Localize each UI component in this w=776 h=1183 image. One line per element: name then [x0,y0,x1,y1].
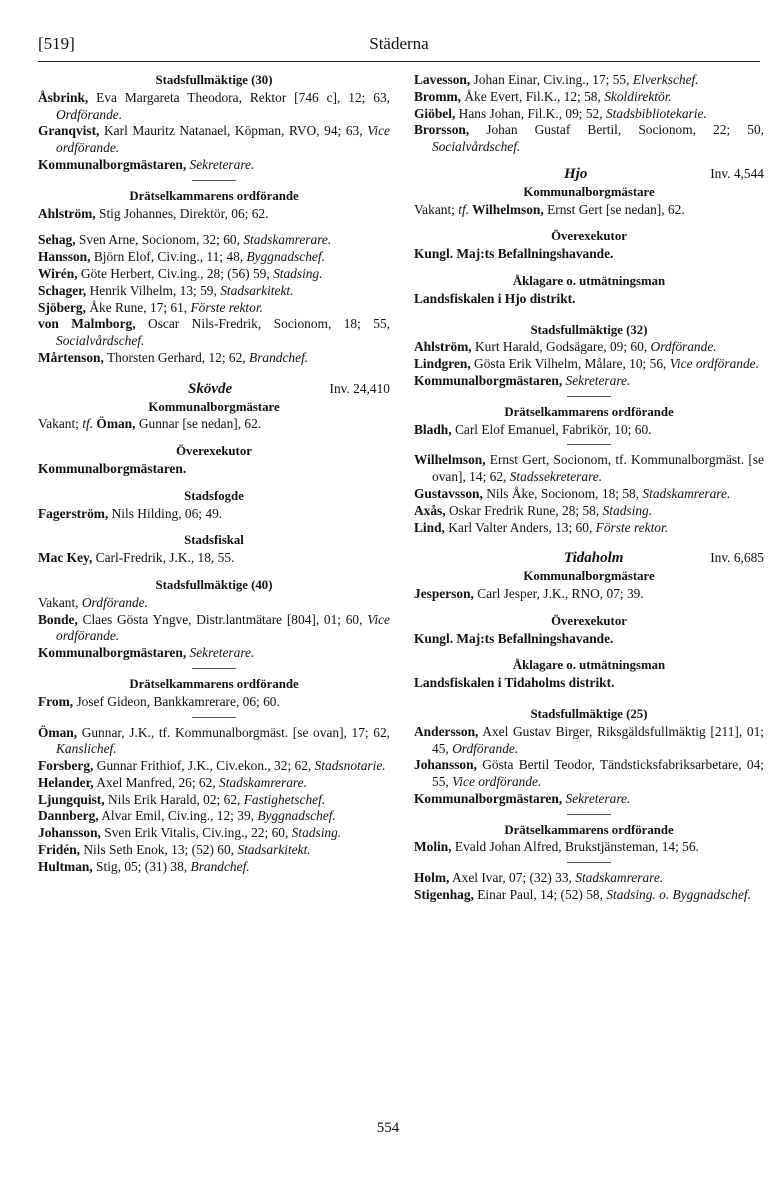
section-heading: Drätselkammarens ordförande [129,188,299,203]
entry: Vakant; tf. Öman, Gunnar [se nedan], 62. [38,416,262,432]
town-population: Inv. 24,410 [329,380,390,396]
town-name: Skövde [188,380,233,397]
entry-list [38,90,390,174]
entry-list [38,725,390,876]
entry: Landsfiskalen i Hjo distrikt. [414,290,576,306]
entry: Fagerström, Nils Hilding, 06; 49. [38,505,223,521]
entry: Hansson, Björn Elof, Civ.ing., 11; 48, Byggnadschef. [38,249,325,265]
entry: Ahlström, Stig Johannes, Direktör, 06; 62. [38,205,269,221]
town-heading [414,166,764,183]
right-column [414,72,764,904]
entry: Mårtenson, Thorsten Gerhard, 12; 62, Brandchef. [38,349,309,365]
town-name: Tidaholm [564,550,624,567]
entry: Ahlström, Kurt Harald, Godsägare, 09; 60, Ordförande. [414,339,717,355]
left-column [38,72,390,876]
section-heading: Överexekutor [176,444,252,459]
section-heading: Drätselkammarens ordförande [504,404,674,419]
entry: Wirén, Göte Herbert, Civ.ing., 28; (56) 59, Stadsing. [38,265,323,281]
entry: Vakant; tf. Wilhelmson, Ernst Gert [se nedan], 62. [414,201,685,217]
entry: Sehag, Sven Arne, Socionom, 32; 60, Stadskamrerare. [38,232,332,248]
section-heading: Stadsfogde [184,488,244,503]
section-heading: Stadsfiskal [184,533,244,548]
entry: Helander, Axel Manfred, 26; 62, Stadskamrerare. [38,774,307,790]
entry: Andersson, Axel Gustav Birger, Riksgäldsfullmäktig [211], 01; 45, Ordförande. [414,723,764,756]
entry: Kommunalborgmästaren, Sekreterare. [38,156,255,172]
entry: Granqvist, Karl Mauritz Natanael, Köpman, RVO, 94; 63, Vice ordförande. [38,123,390,156]
entry: Landsfiskalen i Tidaholms distrikt. [414,675,615,691]
entry: Sjöberg, Åke Rune, 17; 61, Förste rektor. [38,299,263,315]
town-heading [38,381,390,398]
town-population: Inv. 6,685 [710,550,764,566]
entry: Gustavsson, Nils Åke, Socionom, 18; 58, Stadskamrerare. [414,485,731,501]
entry-list [38,232,390,366]
section-heading: Stadsfullmäktige (25) [530,706,648,721]
entry: Kommunalborgmästaren, Sekreterare. [414,790,631,806]
entry: Kungl. Maj:ts Befallningshavande. [414,246,614,262]
entry: Ljungquist, Nils Erik Harald, 02; 62, Fastighetschef. [38,791,326,807]
entry: Hultman, Stig, 05; (31) 38, Brandchef. [38,858,250,874]
entry: Kommunalborgmästaren, Sekreterare. [414,372,631,388]
section-heading: Åklagare o. utmätningsman [512,658,666,673]
section-heading: Stadsfullmäktige (32) [530,322,648,337]
entry: From, Josef Gideon, Bankkamrerare, 06; 60. [38,693,280,709]
entry-list [414,422,764,439]
entry: Dannberg, Alvar Emil, Civ.ing., 12; 39, Byggnadschef. [38,808,336,824]
entry: Mac Key, Carl-Fredrik, J.K., 18, 55. [38,550,235,566]
entry: Åsbrink, Eva Margareta Theodora, Rektor [746 c], 12; 63, Ordförande. [38,89,390,122]
entry: Öman, Gunnar, J.K., tf. Kommunalborgmäst. [se ovan], 17; 62, Kanslichef. [38,724,390,757]
entry: Lavesson, Johan Einar, Civ.ing., 17; 55, Elverkschef. [414,72,699,87]
entry: Johansson, Gösta Bertil Teodor, Tändsticksfabriksarbetare, 04; 55, Vice ordförande. [414,757,764,790]
entry: von Malmborg, Oscar Nils-Fredrik, Socionom, 18; 55, Socialvårdschef. [38,316,390,349]
divider [192,180,236,181]
section-heading: Stadsfullmäktige (30) [155,73,273,87]
entry-list [414,339,764,389]
divider [567,444,611,445]
entry: Forsberg, Gunnar Frithiof, J.K., Civ.ekon., 32; 62, Stadsnotarie. [38,758,386,774]
section-heading: Drätselkammarens ordförande [504,822,674,837]
page-header [38,32,760,62]
entry: Bonde, Claes Gösta Yngve, Distr.lantmätare [804], 01; 60, Vice ordförande. [38,611,390,644]
entry: Holm, Axel Ivar, 07; (32) 33, Stadskamrerare. [414,870,664,886]
divider [192,717,236,718]
page-number-top: [519] [38,34,75,53]
town-population: Inv. 4,544 [710,165,764,181]
town-heading [414,550,764,567]
entry: Axås, Oskar Fredrik Rune, 28; 58, Stadsing. [414,502,653,518]
section-heading: Överexekutor [551,229,627,244]
entry: Vakant, Ordförande. [38,594,148,610]
entry: Johansson, Sven Erik Vitalis, Civ.ing., 22; 60, Stadsing. [38,825,342,841]
section-heading: Stadsfullmäktige (40) [155,577,273,592]
page-number-bottom: 554 [376,1120,400,1136]
section-heading: Drätselkammarens ordförande [129,676,299,691]
entry-list [38,595,390,662]
entry: Wilhelmson, Ernst Gert, Socionom, tf. Kommunalborgmäst. [se ovan], 14; 62, Stadssekreterare. [414,452,764,485]
entry: Brorsson, Johan Gustaf Bertil, Socionom, 22; 50, Socialvårdschef. [414,122,764,155]
section-heading: Kommunalborgmästare [523,184,655,199]
entry: Jesperson, Carl Jesper, J.K., RNO, 07; 39. [414,585,644,601]
entry: Lind, Karl Valter Anders, 13; 60, Förste rektor. [414,519,669,535]
entry-list [38,694,390,711]
divider [192,668,236,669]
entry: Schager, Henrik Vilhelm, 13; 59, Stadsarkitekt. [38,282,294,298]
divider [567,814,611,815]
town-name: Hjo [564,165,588,182]
entry-list [414,724,764,808]
divider [567,396,611,397]
entry: Bromm, Åke Evert, Fil.K., 12; 58, Skoldirektör. [414,88,672,104]
entry-list [414,452,764,536]
entry: Lindgren, Gösta Erik Vilhelm, Målare, 10; 56, Vice ordförande. [414,356,759,372]
divider [567,862,611,863]
entry: Bladh, Carl Elof Emanuel, Fabrikör, 10; 60. [414,421,652,437]
entry: Kungl. Maj:ts Befallningshavande. [414,630,614,646]
section-heading: Överexekutor [551,613,627,628]
section-heading: Kommunalborgmästare [523,569,655,584]
running-head: Städerna [369,34,429,53]
entry: Giöbel, Hans Johan, Fil.K., 09; 52, Stadsbibliotekarie. [414,105,707,121]
section-heading: Kommunalborgmästare [148,399,280,414]
entry-list [414,839,764,856]
entry: Kommunalborgmästaren, Sekreterare. [38,645,255,661]
section-heading: Åklagare o. utmätningsman [512,273,666,288]
entry-list [414,72,764,156]
entry-list [414,870,764,904]
entry: Kommunalborgmästaren. [38,460,187,476]
entry-list [38,206,390,223]
entry: Stigenhag, Einar Paul, 14; (52) 58, Stadsing. o. Byggnadschef. [414,887,751,903]
entry: Fridén, Nils Seth Enok, 13; (52) 60, Stadsarkitekt. [38,842,311,858]
entry: Molin, Evald Johan Alfred, Brukstjänsteman, 14; 56. [414,839,699,855]
